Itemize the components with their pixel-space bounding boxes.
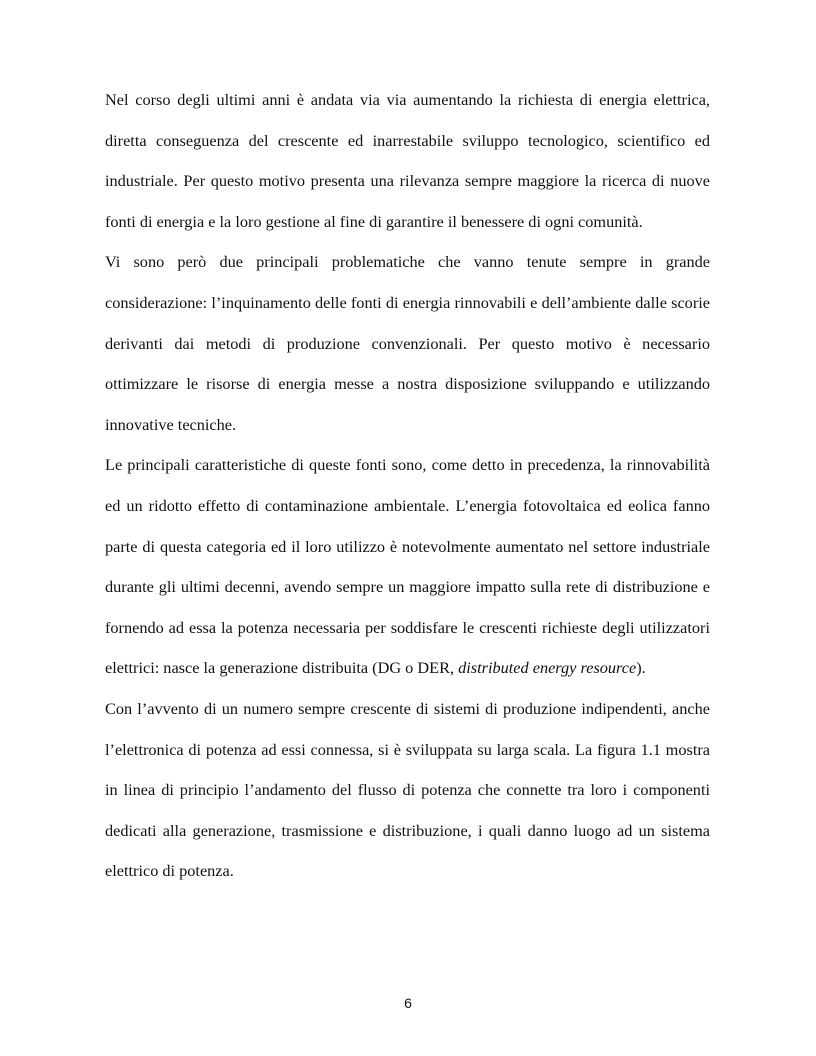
paragraph-3 [105,445,710,689]
paragraph-1: Nel corso degli ultimi anni è andata via via aumentando la richiesta di energia elettrica, diretta conseguenza del crescente ed inarrestabile sviluppo tecnologico, scientifico ed industriale. Per questo motivo presenta una rilevanza sempre maggiore la ricerca di nuove fonti di energia e la loro gestione al fine di garantire il benessere di ogni comunità. [105,90,710,231]
paragraph-4: Con l’avvento di un numero sempre crescente di sistemi di produzione indipendenti, anche l’elettronica di potenza ad essi connessa, si è sviluppata su larga scala. La figura 1.1 mostra in linea di principio l’andamento del flusso di potenza che connette tra loro i componenti dedicati alla generazione, trasmissione e distribuzione, i quali danno luogo ad un sistema elettrico di potenza. [105,698,710,881]
paragraph-3-text-start: Le principali caratteristiche di queste fonti sono, come detto in precedenza, la rinnovabilità ed un ridotto effetto di contaminazione ambientale. L’energia fotovoltaica ed eolica fanno parte di questa categoria ed il loro utilizzo è notevolmente aumentato nel settore industriale durante gli ultimi decenni, avendo sempre un maggiore impatto sulla rete di distribuzione e fornendo ad essa la potenza necessaria per soddisfare le crescenti richieste degli utilizzatori elettrici: nasce la generazione distribuita (DG o DER, [105,455,710,678]
paragraph-2: Vi sono però due principali problematiche che vanno tenute sempre in grande considerazione: l’inquinamento delle fonti di energia rinnovabili e dell’ambiente dalle scorie derivanti dai metodi di produzione convenzionali. Per questo motivo è necessario ottimizzare le risorse di energia messe a nostra disposizione sviluppando e utilizzando innovative tecniche. [105,252,710,434]
emphasis-text: distributed energy resource [458,658,637,678]
page-number: 6 [404,995,412,1011]
paragraph-3-text-end: ). [636,658,646,678]
document-body [105,80,710,892]
